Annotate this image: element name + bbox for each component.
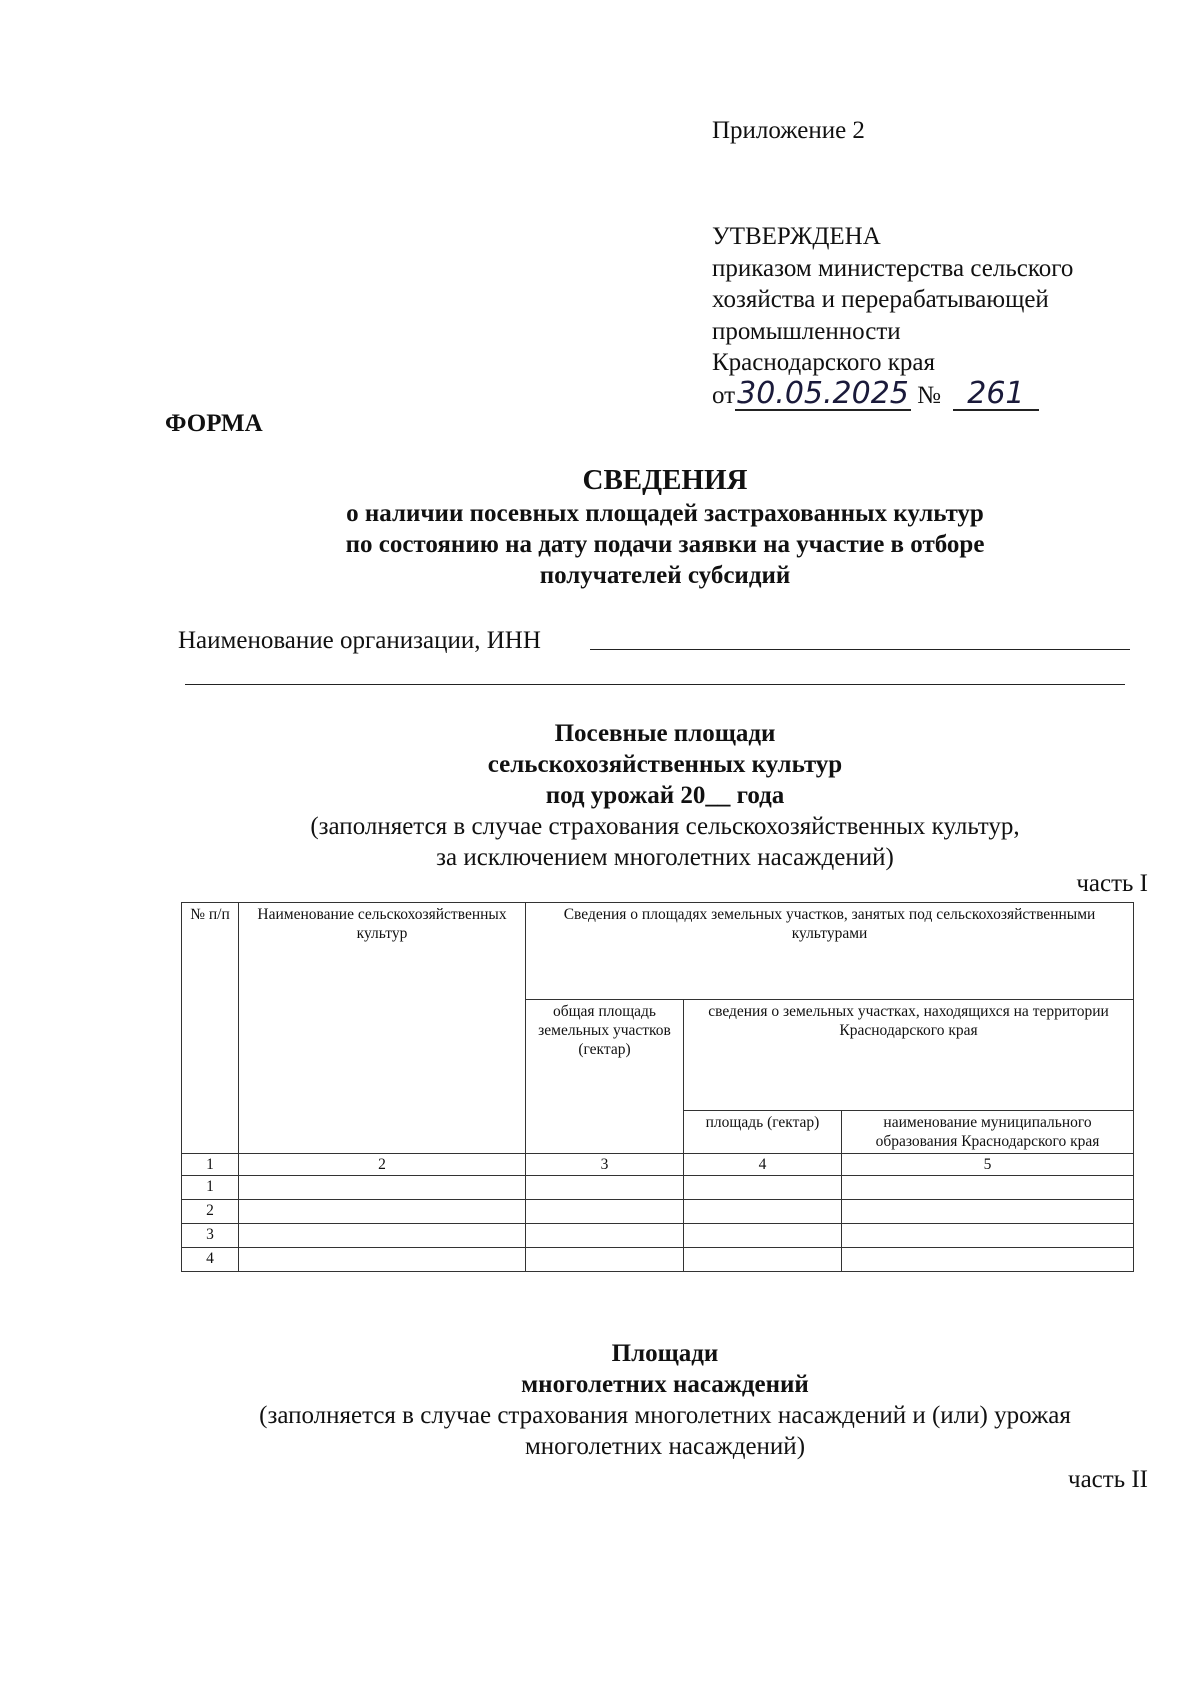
municipality-cell[interactable]: [842, 1248, 1134, 1272]
table-row: [182, 1224, 1134, 1248]
municipality-cell[interactable]: [842, 1224, 1134, 1248]
row-number: 4: [182, 1248, 239, 1272]
col-number: 2: [239, 1154, 526, 1176]
part1-heading: [165, 718, 1165, 873]
crop-name-cell[interactable]: [239, 1224, 526, 1248]
part1-table: [181, 902, 1134, 1272]
part2-note-2: многолетних насаждений): [524, 1433, 806, 1460]
area-cell[interactable]: [684, 1248, 842, 1272]
date-prefix: от: [712, 381, 736, 409]
form-label: ФОРМА: [165, 410, 263, 437]
table-row: [182, 1248, 1134, 1272]
header-krai-plots: сведения о земельных участках, находящихся на территории Краснодарского края: [684, 1000, 1134, 1111]
part2-heading-1: Площади: [611, 1340, 719, 1367]
org-label: Наименование организации, ИНН: [178, 627, 541, 654]
part2-note-1: (заполняется в случае страхования многолетних насаждений и (или) урожая: [259, 1402, 1071, 1429]
table-row: [182, 1200, 1134, 1224]
municipality-cell[interactable]: [842, 1176, 1134, 1200]
approved-line-4: Краснодарского края: [712, 349, 935, 376]
number-prefix: №: [917, 381, 941, 409]
handwritten-date: 30.05.2025: [737, 375, 909, 411]
part1-heading-3: под урожай 20__ года: [545, 782, 785, 809]
table-row: [182, 1176, 1134, 1200]
document-title: [165, 462, 1165, 591]
part1-heading-1: Посевные площади: [554, 720, 776, 747]
header-area-group: Сведения о площадях земельных участков, занятых под сельскохозяйственными культурами: [526, 903, 1134, 1000]
appendix-label: Приложение 2: [712, 117, 865, 144]
col-number: 5: [842, 1154, 1134, 1176]
header-num: № п/п: [182, 903, 239, 1154]
part2-heading-2: многолетних насаждений: [521, 1371, 809, 1398]
approved-line-2: хозяйства и перерабатывающей: [712, 286, 1049, 313]
table-header-row: [182, 903, 1134, 1000]
part2-label: часть II: [1068, 1466, 1148, 1493]
row-number: 1: [182, 1176, 239, 1200]
header-municipality: наименование муниципального образования Краснодарского края: [842, 1111, 1134, 1154]
total-area-cell[interactable]: [526, 1248, 684, 1272]
approved-line-3: промышленности: [712, 317, 901, 345]
header-crop-name: Наименование сельскохозяйственных культур: [239, 903, 526, 1154]
row-number: 3: [182, 1224, 239, 1248]
row-number: 2: [182, 1200, 239, 1224]
approved-line-1: приказом министерства сельского: [712, 254, 1074, 282]
handwritten-number: 261: [953, 379, 1038, 411]
title-line-3: получателей субсидий: [539, 562, 791, 589]
title-line-2: по состоянию на дату подачи заявки на участие в отборе: [345, 531, 985, 558]
approval-date-line: [712, 375, 1172, 412]
part1-note-1: (заполняется в случае страхования сельскохозяйственных культур,: [310, 813, 1020, 840]
title-main: СВЕДЕНИЯ: [582, 464, 748, 496]
part1-note-2: за исключением многолетних насаждений): [436, 844, 894, 871]
part1-heading-2: сельскохозяйственных культур: [487, 751, 843, 778]
total-area-cell[interactable]: [526, 1224, 684, 1248]
title-line-1: о наличии посевных площадей застрахованных культур: [346, 500, 984, 527]
area-cell[interactable]: [684, 1200, 842, 1224]
approval-block: [712, 117, 1172, 411]
header-total-area: общая площадь земельных участков (гектар): [526, 1000, 684, 1154]
area-cell[interactable]: [684, 1176, 842, 1200]
area-cell[interactable]: [684, 1224, 842, 1248]
crop-name-cell[interactable]: [239, 1248, 526, 1272]
col-number: 3: [526, 1154, 684, 1176]
column-numbers-row: [182, 1154, 1134, 1176]
crop-name-cell[interactable]: [239, 1200, 526, 1224]
total-area-cell[interactable]: [526, 1200, 684, 1224]
crop-name-cell[interactable]: [239, 1176, 526, 1200]
col-number: 4: [684, 1154, 842, 1176]
org-input-line-2: [185, 684, 1125, 685]
approved-title: УТВЕРЖДЕНА: [712, 223, 881, 250]
col-number: 1: [182, 1154, 239, 1176]
part2-heading: [165, 1338, 1165, 1462]
municipality-cell[interactable]: [842, 1200, 1134, 1224]
part1-label: часть I: [1076, 870, 1148, 897]
org-input-line: [590, 649, 1130, 650]
total-area-cell[interactable]: [526, 1176, 684, 1200]
header-area-ha: площадь (гектар): [684, 1111, 842, 1154]
